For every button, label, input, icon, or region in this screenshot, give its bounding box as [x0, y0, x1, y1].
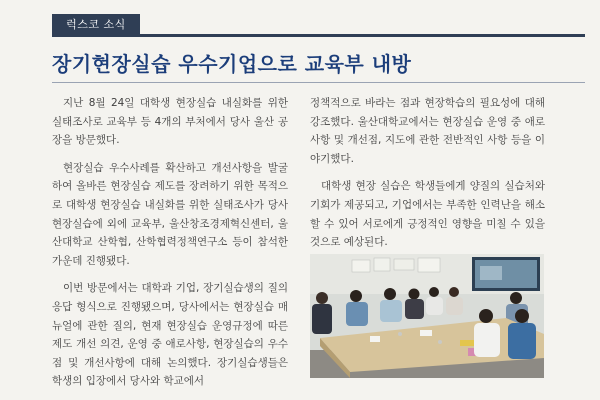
article-paragraph: 지난 8월 24일 대학생 현장실습 내실화를 위한 실태조사로 교육부 등 4개의 부처에서 당사 울산 공장을 방문했다. — [52, 97, 288, 147]
article-column-right — [310, 94, 545, 261]
article-paragraph: 정책적으로 바라는 점과 현장학습의 필요성에 대해 강조했다. 울산대학교에서는 현장실습 운영 중 애로사항 및 개선점, 지도에 관한 전반적인 사항 등을 이야기했다. — [310, 97, 545, 165]
article-title: 장기현장실습 우수기업으로 교육부 내방 — [52, 52, 412, 76]
article-paragraph: 현장실습 우수사례를 확산하고 개선사항을 발굴하여 올바른 현장실습 제도를 장려하기 위한 목적으로 대학생 현장실습 내실화를 위한 실태조사가 당사 현장실습에 외에 교육부, 울산창조경제혁신센터, 울산대학교 산학협, 산학협력정책연구소 등이 참석한 가운데 진행됐다. — [52, 161, 288, 267]
section-header — [52, 14, 585, 37]
meeting-room-illustration — [310, 254, 544, 378]
meeting-photo — [310, 254, 544, 378]
article-column-left — [52, 94, 288, 400]
article-paragraph: 대학생 현장 실습은 학생들에게 양질의 실습처와 기회가 제공되고, 기업에서는 부족한 인력난을 해소 할 수 있어 서로에게 긍정적인 영향을 미칠 수 있을 것으로 예상된다. — [310, 180, 545, 249]
title-divider — [52, 82, 585, 83]
section-tag: 럭스코 소식 — [52, 14, 140, 34]
article-paragraph: 이번 방문에서는 대학과 기업, 장기실습생의 질의응답 형식으로 진행됐으며, 당사에서는 현장실습 매뉴얼에 관한 질의, 현재 현장실습 운영규정에 따른 제도 개선 의견, 운영 중 애로사항, 현장실습의 우수점 및 개선사항에 대해 논의했다. 장기실습생들은 학생의 입장에서 당사와 학교에서 — [52, 282, 288, 388]
